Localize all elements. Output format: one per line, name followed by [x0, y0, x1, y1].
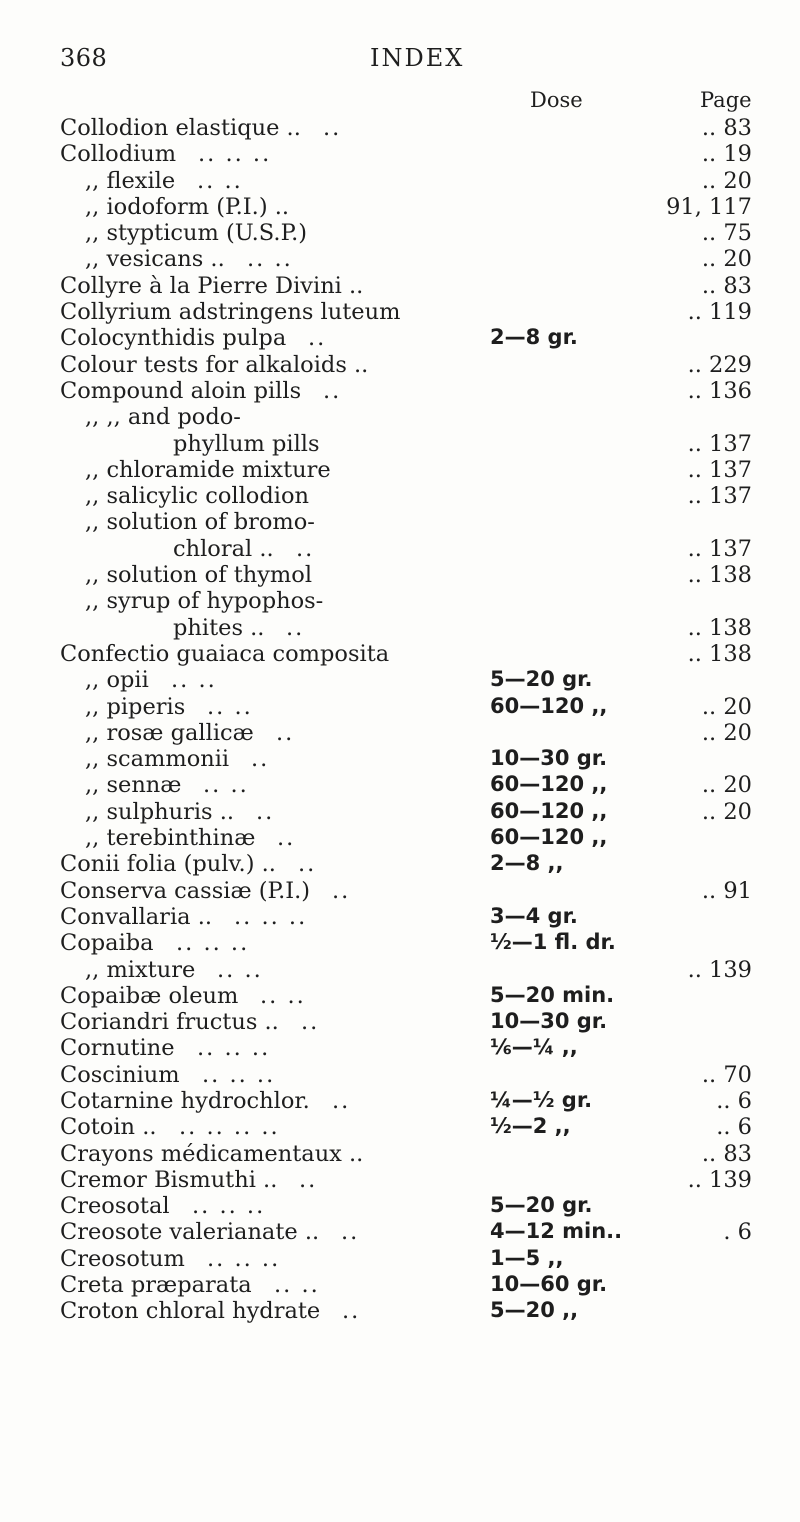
entry-dose: ¼—½ gr. — [490, 1087, 593, 1112]
index-entry — [0, 1141, 800, 1167]
entry-term: Collyrium adstringens luteum — [60, 299, 401, 326]
entry-leader-dots: .. .. .. .. — [179, 1114, 280, 1141]
entry-term: ,, salicylic collodion — [85, 483, 309, 510]
entry-term: ,, chloramide mixture — [85, 456, 331, 483]
entry-term: Coscinium — [60, 1061, 180, 1088]
entry-leader-dots: .. .. — [260, 982, 306, 1009]
entry-term: Copaiba — [60, 930, 154, 957]
entry-term: Colour tests for alkaloids .. — [60, 351, 369, 378]
index-entry — [0, 694, 800, 720]
entry-term: Creosote valerianate .. — [60, 1219, 320, 1246]
entry-page: .. 20 — [701, 798, 752, 825]
entry-term: Copaibæ oleum — [60, 982, 239, 1009]
entry-page: .. 138 — [687, 640, 752, 667]
entry-term: Conii folia (pulv.) .. — [60, 851, 276, 878]
entry-leader-dots: .. — [251, 746, 270, 773]
entry-term: ,, stypticum (U.S.P.) — [85, 220, 308, 247]
index-entry — [0, 983, 800, 1009]
entry-term: Creosotum — [60, 1245, 185, 1272]
index-entry — [0, 615, 800, 641]
entry-dose: 10—30 gr. — [490, 1009, 608, 1034]
index-entry — [0, 720, 800, 746]
entry-dose: 10—30 gr. — [490, 746, 608, 771]
entry-term: ,, ,, and podo- — [85, 404, 241, 431]
index-entry — [0, 957, 800, 983]
entry-leader-dots: .. .. .. — [207, 1245, 281, 1272]
entry-page: .. 20 — [701, 719, 752, 746]
entry-term: phyllum pills — [173, 430, 320, 457]
index-entry — [0, 1219, 800, 1245]
entry-page: .. 20 — [701, 772, 752, 799]
entry-page: .. 6 — [716, 1114, 752, 1141]
entry-dose: 5—20 gr. — [490, 1193, 593, 1218]
entry-term: ,, sennæ — [85, 772, 182, 799]
entry-leader-dots: .. .. — [197, 167, 243, 194]
entry-leader-dots: .. .. — [217, 956, 263, 983]
index-entry — [0, 431, 800, 457]
entry-term: ,, scammonii — [85, 746, 230, 773]
index-entry — [0, 1167, 800, 1193]
index-entry — [0, 483, 800, 509]
entry-term: ,, syrup of hypophos- — [85, 588, 324, 615]
index-entry — [0, 352, 800, 378]
entry-term: ,, flexile — [85, 167, 176, 194]
entry-page: .. 83 — [701, 272, 752, 299]
entry-page: .. 139 — [687, 1166, 752, 1193]
entry-leader-dots: .. .. .. — [198, 141, 272, 168]
entry-leader-dots: .. .. — [207, 693, 253, 720]
entry-term: Convallaria .. — [60, 903, 213, 930]
entry-term: ,, solution of bromo- — [85, 509, 315, 536]
entry-page: .. 20 — [701, 693, 752, 720]
entry-dose: 5—20 min. — [490, 982, 615, 1007]
page-header — [60, 44, 760, 78]
index-entry — [0, 772, 800, 798]
entry-dose: 60—120 ,, — [490, 825, 608, 850]
entry-leader-dots: .. .. .. — [202, 1061, 276, 1088]
entry-term: Conserva cassiæ (P.I.) — [60, 877, 311, 904]
entry-leader-dots: .. .. .. — [192, 1193, 266, 1220]
entry-term: phites .. — [173, 614, 265, 641]
entry-dose: 4—12 min.. — [490, 1219, 623, 1244]
entry-page: .. 20 — [701, 167, 752, 194]
index-entry — [0, 1088, 800, 1114]
entry-page: .. 75 — [701, 220, 752, 247]
entry-dose: 5—20 gr. — [490, 667, 593, 692]
entry-term: Cremor Bismuthi .. — [60, 1166, 278, 1193]
entry-term: Cotoin .. — [60, 1114, 157, 1141]
entry-term: Confectio guaiaca composita — [60, 640, 390, 667]
entry-term: ,, sulphuris .. — [85, 798, 235, 825]
entry-page: .. 137 — [687, 535, 752, 562]
index-entry — [0, 1062, 800, 1088]
entry-page: .. 119 — [687, 299, 752, 326]
entry-term: ,, piperis — [85, 693, 186, 720]
entry-dose: 60—120 ,, — [490, 772, 608, 797]
entry-dose: 3—4 gr. — [490, 903, 578, 928]
entry-dose: ⅙—¼ ,, — [490, 1035, 578, 1060]
index-entries — [0, 115, 800, 1325]
index-entry — [0, 641, 800, 667]
index-entry — [0, 220, 800, 246]
entry-term: ,, vesicans .. — [85, 246, 225, 273]
entry-term: Cornutine — [60, 1035, 175, 1062]
entry-term: ,, solution of thymol — [85, 562, 313, 589]
entry-leader-dots: .. — [276, 719, 295, 746]
index-entry — [0, 273, 800, 299]
entry-term: Collodium — [60, 141, 177, 168]
entry-leader-dots: .. — [299, 1166, 318, 1193]
entry-page: .. 139 — [687, 956, 752, 983]
entry-term: Collyre à la Pierre Divini .. — [60, 272, 364, 299]
entry-leader-dots: .. .. — [171, 667, 217, 694]
entry-term: chloral .. — [173, 535, 274, 562]
entry-term: ,, iodoform (P.I.) .. — [85, 193, 290, 220]
entry-term: Creta præparata — [60, 1272, 252, 1299]
entry-page: .. 20 — [701, 246, 752, 273]
entry-leader-dots: .. .. — [247, 246, 293, 273]
index-entry — [0, 325, 800, 351]
index-entry — [0, 746, 800, 772]
entry-leader-dots: .. — [332, 877, 351, 904]
entry-page: .. 91 — [701, 877, 752, 904]
index-entry — [0, 1272, 800, 1298]
entry-leader-dots: .. .. .. — [176, 930, 250, 957]
index-entry — [0, 115, 800, 141]
entry-leader-dots: .. — [341, 1219, 360, 1246]
entry-page: .. 137 — [687, 483, 752, 510]
index-entry — [0, 1035, 800, 1061]
entry-dose: 2—8 gr. — [490, 325, 578, 350]
dose-column-heading: Dose — [530, 88, 583, 112]
entry-page: .. 137 — [687, 456, 752, 483]
entry-page: .. 83 — [701, 1140, 752, 1167]
index-entry — [0, 799, 800, 825]
index-entry — [0, 509, 800, 535]
index-entry — [0, 1246, 800, 1272]
index-entry — [0, 904, 800, 930]
entry-leader-dots: .. — [332, 1087, 351, 1114]
index-entry — [0, 141, 800, 167]
entry-page: .. 137 — [687, 430, 752, 457]
entry-leader-dots: .. — [323, 115, 342, 141]
entry-leader-dots: .. .. .. — [234, 903, 308, 930]
index-entry — [0, 457, 800, 483]
page-column-heading: Page — [700, 88, 752, 112]
entry-dose: 2—8 ,, — [490, 851, 564, 876]
entry-term: Collodion elastique .. — [60, 115, 301, 141]
index-entry — [0, 299, 800, 325]
entry-leader-dots: .. — [256, 798, 275, 825]
entry-term: Colocynthidis pulpa — [60, 325, 287, 352]
entry-leader-dots: .. — [286, 614, 305, 641]
entry-page: .. 138 — [687, 614, 752, 641]
entry-dose: ½—1 fl. dr. — [490, 930, 616, 955]
entry-page: .. 19 — [701, 141, 752, 168]
entry-dose: 5—20 ,, — [490, 1298, 579, 1323]
entry-dose: 1—5 ,, — [490, 1245, 564, 1270]
entry-term: ,, mixture — [85, 956, 196, 983]
entry-leader-dots: .. — [277, 825, 296, 852]
entry-dose: ½—2 ,, — [490, 1114, 571, 1139]
entry-page: .. 136 — [687, 377, 752, 404]
entry-leader-dots: .. .. .. — [197, 1035, 271, 1062]
entry-term: ,, rosæ gallicæ — [85, 719, 254, 746]
index-entry — [0, 1193, 800, 1219]
index-entry — [0, 851, 800, 877]
entry-page: .. 229 — [687, 351, 752, 378]
entry-leader-dots: .. .. — [274, 1272, 320, 1299]
entry-dose: 10—60 gr. — [490, 1272, 608, 1297]
index-entry — [0, 378, 800, 404]
entry-page: 91, 117 — [666, 193, 752, 220]
entry-leader-dots: .. — [298, 851, 317, 878]
index-entry — [0, 404, 800, 430]
entry-term: Crayons médicamentaux .. — [60, 1140, 364, 1167]
page-number: 368 — [60, 44, 108, 72]
entry-leader-dots: .. — [342, 1298, 361, 1325]
index-entry — [0, 194, 800, 220]
entry-leader-dots: .. .. — [203, 772, 249, 799]
entry-term: Creosotal — [60, 1193, 170, 1220]
index-entry — [0, 878, 800, 904]
column-headings — [0, 88, 800, 116]
entry-term: Coriandri fructus .. — [60, 1009, 279, 1036]
entry-term: ,, terebinthinæ — [85, 825, 256, 852]
index-entry — [0, 588, 800, 614]
entry-term: Compound aloin pills — [60, 377, 302, 404]
index-entry — [0, 246, 800, 272]
entry-page: .. 6 — [716, 1087, 752, 1114]
index-entry — [0, 667, 800, 693]
index-entry — [0, 930, 800, 956]
entry-page: .. 70 — [701, 1061, 752, 1088]
entry-term: Croton chloral hydrate — [60, 1298, 321, 1325]
index-entry — [0, 825, 800, 851]
index-entry — [0, 1114, 800, 1140]
entry-term: Cotarnine hydrochlor. — [60, 1087, 310, 1114]
index-entry — [0, 168, 800, 194]
entry-leader-dots: .. — [308, 325, 327, 352]
entry-dose: 60—120 ,, — [490, 798, 608, 823]
index-entry — [0, 562, 800, 588]
index-entry — [0, 536, 800, 562]
running-head: INDEX — [370, 44, 465, 72]
entry-page: .. 83 — [701, 115, 752, 141]
index-entry — [0, 1009, 800, 1035]
index-entry — [0, 1298, 800, 1324]
entry-page: .. 138 — [687, 562, 752, 589]
entry-leader-dots: .. — [296, 535, 315, 562]
entry-leader-dots: .. — [301, 1009, 320, 1036]
entry-leader-dots: .. — [323, 377, 342, 404]
entry-page: . 6 — [723, 1219, 752, 1246]
entry-term: ,, opii — [85, 667, 149, 694]
entry-dose: 60—120 ,, — [490, 693, 608, 718]
